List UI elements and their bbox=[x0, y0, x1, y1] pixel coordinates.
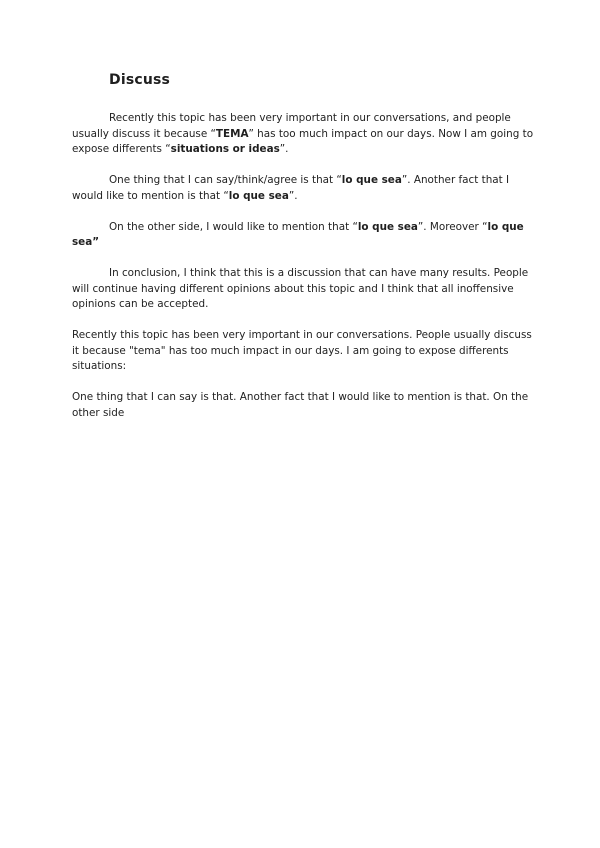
paragraph-text: On the other side, I would like to mention that “ bbox=[109, 220, 358, 233]
paragraph-text: In conclusion, I think that this is a discussion that can have many results. People will continue having different opinions about this topic and I think that all inoffensive opinions can be accepted. bbox=[72, 267, 529, 310]
bold-text: lo que sea” bbox=[72, 220, 524, 248]
paragraph-text: One thing that I can say is that. Another fact that I would like to mention is that. On the other side bbox=[72, 391, 529, 419]
bold-text: lo que sea bbox=[228, 189, 289, 202]
bold-text: lo que sea bbox=[357, 220, 418, 233]
paragraph-text: One thing that I can say/think/agree is that “ bbox=[109, 174, 342, 186]
paragraph-text: ”. Moreover “ bbox=[417, 220, 488, 233]
document-title: Discuss bbox=[109, 72, 171, 88]
bold-text: situations or ideas bbox=[170, 143, 280, 155]
paragraph-draft-points bbox=[72, 390, 534, 421]
paragraph-text: ” has too much impact on our days. Now I am going to expose differents “ bbox=[72, 127, 534, 155]
bold-text: lo que sea bbox=[341, 174, 402, 186]
paragraph-text: Recently this topic has been very important in our conversations, and people usually discuss it because “ bbox=[72, 112, 511, 140]
bold-text: TEMA bbox=[215, 127, 249, 140]
paragraph-text: ”. bbox=[288, 189, 298, 202]
paragraph-other-side bbox=[72, 220, 534, 251]
paragraph-intro bbox=[72, 111, 534, 158]
paragraph-first-point bbox=[72, 173, 534, 204]
paragraph-draft-intro bbox=[72, 328, 534, 375]
paragraph-text: Recently this topic has been very important in our conversations. People usually discuss it because "tema" has too much impact in our days. I am going to expose differents situations: bbox=[72, 329, 532, 372]
paragraph-text: ”. Another fact that I would like to mention is that “ bbox=[72, 174, 510, 202]
document-body bbox=[72, 111, 534, 437]
paragraph-text: ”. bbox=[279, 143, 289, 155]
paragraph-conclusion bbox=[72, 266, 534, 313]
